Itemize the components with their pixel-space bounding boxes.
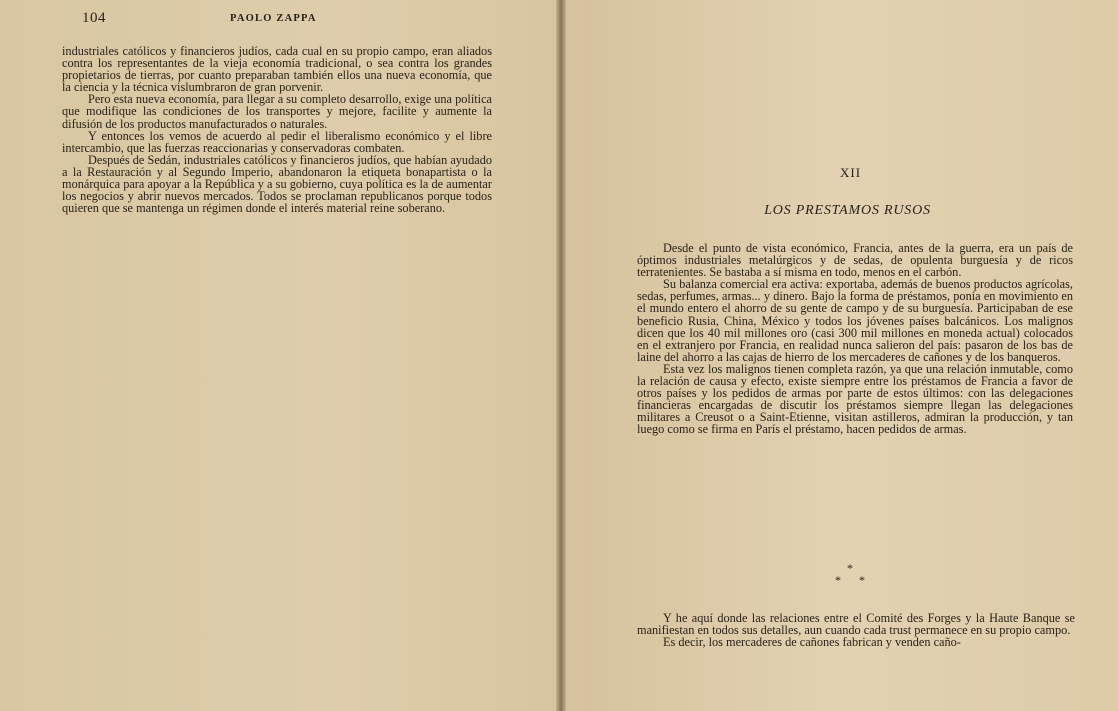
right-paragraph-4: Y he aquí donde las relaciones entre el Comité des Forges y la Haute Banque se manifiestan en todos sus detalles, aun cuando cada trust permanece en su propio campo. xyxy=(637,611,1075,638)
asterism-star-top: * xyxy=(847,561,853,575)
chapter-title: LOS PRESTAMOS RUSOS xyxy=(764,203,931,218)
right-paragraph-3: Esta vez los malignos tienen completa razón, ya que una relación inmutable, como la relación de causa y efecto, existe siempre entre los préstamos de Francia a favor de otros países y los pedidos de armas por parte de estos últimos: con las delegaciones financieras encargadas de discutir los préstamos siempre llegan las delegaciones militares a Creusot o a Saint-Etienne, visitan astilleros, admiran la producción, y tan luego como se firma en París el préstamo, hacen pedidos de armas. xyxy=(637,361,1073,437)
left-paragraph-1: industriales católicos y financieros judíos, cada cual en su propio campo, eran aliados contra los representantes de la vieja economía tradicional, o sea contra los grandes propietarios de tierras, por cuanto preparaban también ellos una nueva economía, que la ciencia y la técnica vislumbraron de gran porvenir. xyxy=(62,44,492,95)
left-page-body xyxy=(62,45,492,214)
left-paragraph-3: Y entonces los vemos de acuerdo al pedir el liberalismo económico y el libre intercambio, que las fuerzas reaccionarias y conservadoras combaten. xyxy=(62,128,492,155)
chapter-number: XII xyxy=(840,165,862,180)
asterism-star-right: * xyxy=(859,573,865,587)
section-break-asterism xyxy=(830,562,870,592)
asterism-star-left: * xyxy=(835,573,841,587)
right-paragraph-1: Desde el punto de vista económico, Francia, antes de la guerra, era un país de óptimos industriales metalúrgicos y de sedas, de opulenta burguesía y de ricos terratenientes. Se bastaba a sí misma en todo, menos en el carbón. xyxy=(637,241,1073,280)
right-paragraph-5: Es decir, los mercaderes de cañones fabrican y venden caño- xyxy=(663,635,961,650)
left-paragraph-2: Pero esta nueva economía, para llegar a su completo desarrollo, exige una política que modifique las condiciones de los transportes y mejore, facilite y aumente la difusión de los productos manufacturados o naturales. xyxy=(62,92,492,131)
right-paragraph-2: Su balanza comercial era activa: exportaba, además de buenos productos agrícolas, sedas, perfumes, armas... y dinero. Bajo la forma de préstamos, ponía en movimiento en el mundo entero el ahorro de su gente de campo y de su burguesía. Participaban de ese beneficio Rusia, China, México y todos los jóvenes países balcánicos. Los malignos dicen que los 40 mil millones oro (casi 300 mil millones en moneda actual) colocados en el extranjero por Francia, en realidad nunca salieron del país: pasaron de los bas de laine del ahorro a las cajas de hierro de los mercaderes de cañones y de los banqueros. xyxy=(637,277,1073,364)
running-head: PAOLO ZAPPA xyxy=(230,13,317,24)
right-page xyxy=(562,0,1118,711)
asterism-stars-bottom xyxy=(830,574,870,586)
page-number: 104 xyxy=(82,10,106,26)
right-page-body xyxy=(637,242,1073,436)
right-page-body-continued xyxy=(637,612,1075,648)
left-paragraph-4: Después de Sedán, industriales católicos y financieros judíos, que habían ayudado a la Restauración y al Segundo Imperio, abandonaron la etiqueta bonapartista o la monárquica para apoyar a la República y a su gobierno, cuya política es la de aumentar los negocios y abrir nuevos mercados. Todos se proclaman republicanos porque todos quieren que se mantenga un régimen donde el interés material reine soberano. xyxy=(62,152,492,216)
